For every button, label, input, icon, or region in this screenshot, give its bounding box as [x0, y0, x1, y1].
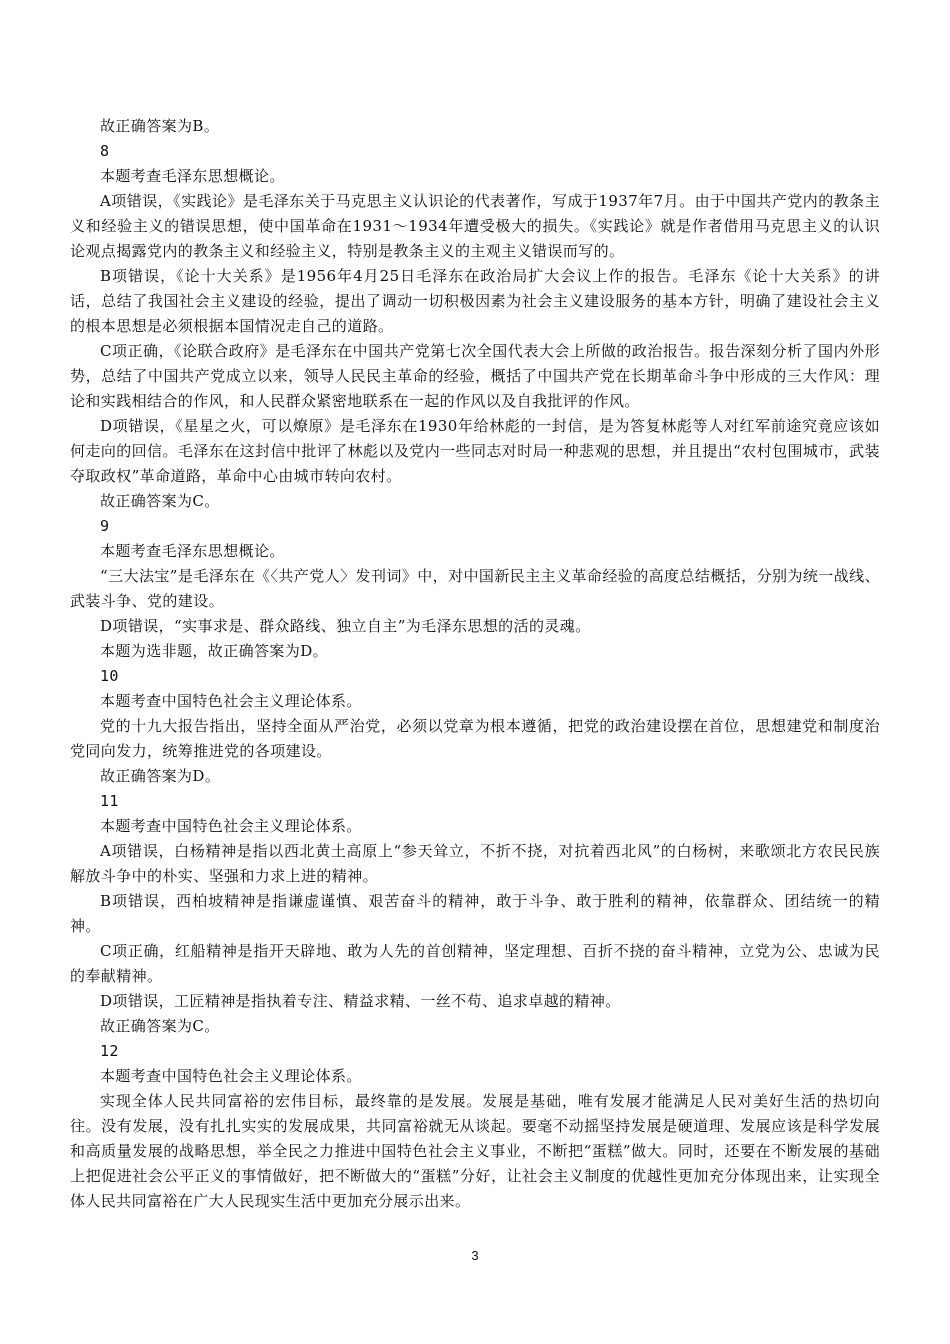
answer-line: 本题为选非题，故正确答案为D。: [100, 642, 329, 660]
question-number: 9: [100, 517, 110, 535]
answer-line: 故正确答案为D。: [100, 767, 221, 785]
option-explanation: B项错误，西柏坡精神是指谦虚谨慎、艰苦奋斗的精神，敢于斗争、敢于胜利的精神，依靠群众、团结统一的精神。: [70, 892, 880, 935]
question-number: 11: [100, 792, 119, 810]
option-explanation: A项错误，白杨精神是指以西北黄土高原上“参天耸立，不折不挠，对抗着西北风”的白杨树，来歌颂北方农民民族解放斗争中的朴实、坚强和力求上进的精神。: [70, 842, 880, 885]
topic-line: 本题考查毛泽东思想概论。: [100, 542, 285, 560]
explanation-paragraph: “三大法宝”是毛泽东在《〈共产党人〉发刊词》中，对中国新民主主义革命经验的高度总结概括，分别为统一战线、武装斗争、党的建设。: [70, 567, 880, 610]
option-explanation: A项错误，《实践论》是毛泽东关于马克思主义认识论的代表著作，写成于1937年7月。由于中国共产党内的教条主义和经验主义的错误思想，使中国革命在1931～1934年遭受极大的损失。《实践论》就是作者借用马克思主义的认识论观点揭露党内的教条主义和经验主义，特别是教条主义的主观主义错误而写的。: [70, 192, 880, 260]
document-body: [70, 114, 880, 1214]
topic-line: 本题考查中国特色社会主义理论体系。: [100, 692, 362, 710]
topic-line: 本题考查中国特色社会主义理论体系。: [100, 817, 362, 835]
question-number: 10: [100, 667, 119, 685]
option-explanation: D项错误，工匠精神是指执着专注、精益求精、一丝不苟、追求卓越的精神。: [100, 992, 621, 1010]
option-explanation: C项正确，红船精神是指开天辟地、敢为人先的首创精神，坚定理想、百折不挠的奋斗精神，立党为公、忠诚为民的奉献精神。: [70, 942, 880, 985]
option-explanation: B项错误，《论十大关系》是1956年4月25日毛泽东在政治局扩大会议上作的报告。毛泽东《论十大关系》的讲话，总结了我国社会主义建设的经验，提出了调动一切积极因素为社会主义建设服务的基本方针，明确了建设社会主义的根本思想是必须根据本国情况走自己的道路。: [70, 267, 880, 335]
topic-line: 本题考查中国特色社会主义理论体系。: [100, 1067, 362, 1085]
question-number: 12: [100, 1042, 119, 1060]
answer-line: 故正确答案为B。: [100, 117, 220, 135]
option-explanation: C项正确，《论联合政府》是毛泽东在中国共产党第七次全国代表大会上所做的政治报告。报告深刻分析了国内外形势，总结了中国共产党成立以来，领导人民民主革命的经验，概括了中国共产党在长期革命斗争中形成的三大作风：理论和实践相结合的作风，和人民群众紧密地联系在一起的作风以及自我批评的作风。: [70, 342, 880, 410]
topic-line: 本题考查毛泽东思想概论。: [100, 167, 285, 185]
option-explanation: D项错误，“实事求是、群众路线、独立自主”为毛泽东思想的活的灵魂。: [100, 617, 591, 635]
answer-line: 故正确答案为C。: [100, 1017, 220, 1035]
question-number: 8: [100, 142, 110, 160]
option-explanation: D项错误，《星星之火，可以燎原》是毛泽东在1930年给林彪的一封信，是为答复林彪等人对红军前途究竟应该如何走向的回信。毛泽东在这封信中批评了林彪以及党内一些同志对时局一种悲观的思想，并且提出“农村包围城市，武装夺取政权”革命道路，革命中心由城市转向农村。: [70, 417, 880, 485]
explanation-paragraph: 实现全体人民共同富裕的宏伟目标，最终靠的是发展。发展是基础，唯有发展才能满足人民对美好生活的热切向往。没有发展，没有扎扎实实的发展成果，共同富裕就无从谈起。要毫不动摇坚持发展是硬道理、发展应该是科学发展和高质量发展的战略思想，举全民之力推进中国特色社会主义事业，不断把“蛋糕”做大。同时，还要在不断发展的基础上把促进社会公平正义的事情做好，把不断做大的“蛋糕”分好，让社会主义制度的优越性更加充分体现出来，让实现全体人民共同富裕在广大人民现实生活中更加充分展示出来。: [70, 1092, 880, 1210]
page-number: 3: [471, 1248, 479, 1263]
answer-line: 故正确答案为C。: [100, 492, 220, 510]
explanation-paragraph: 党的十九大报告指出，坚持全面从严治党，必须以党章为根本遵循，把党的政治建设摆在首位，思想建党和制度治党同向发力，统筹推进党的各项建设。: [70, 717, 880, 760]
